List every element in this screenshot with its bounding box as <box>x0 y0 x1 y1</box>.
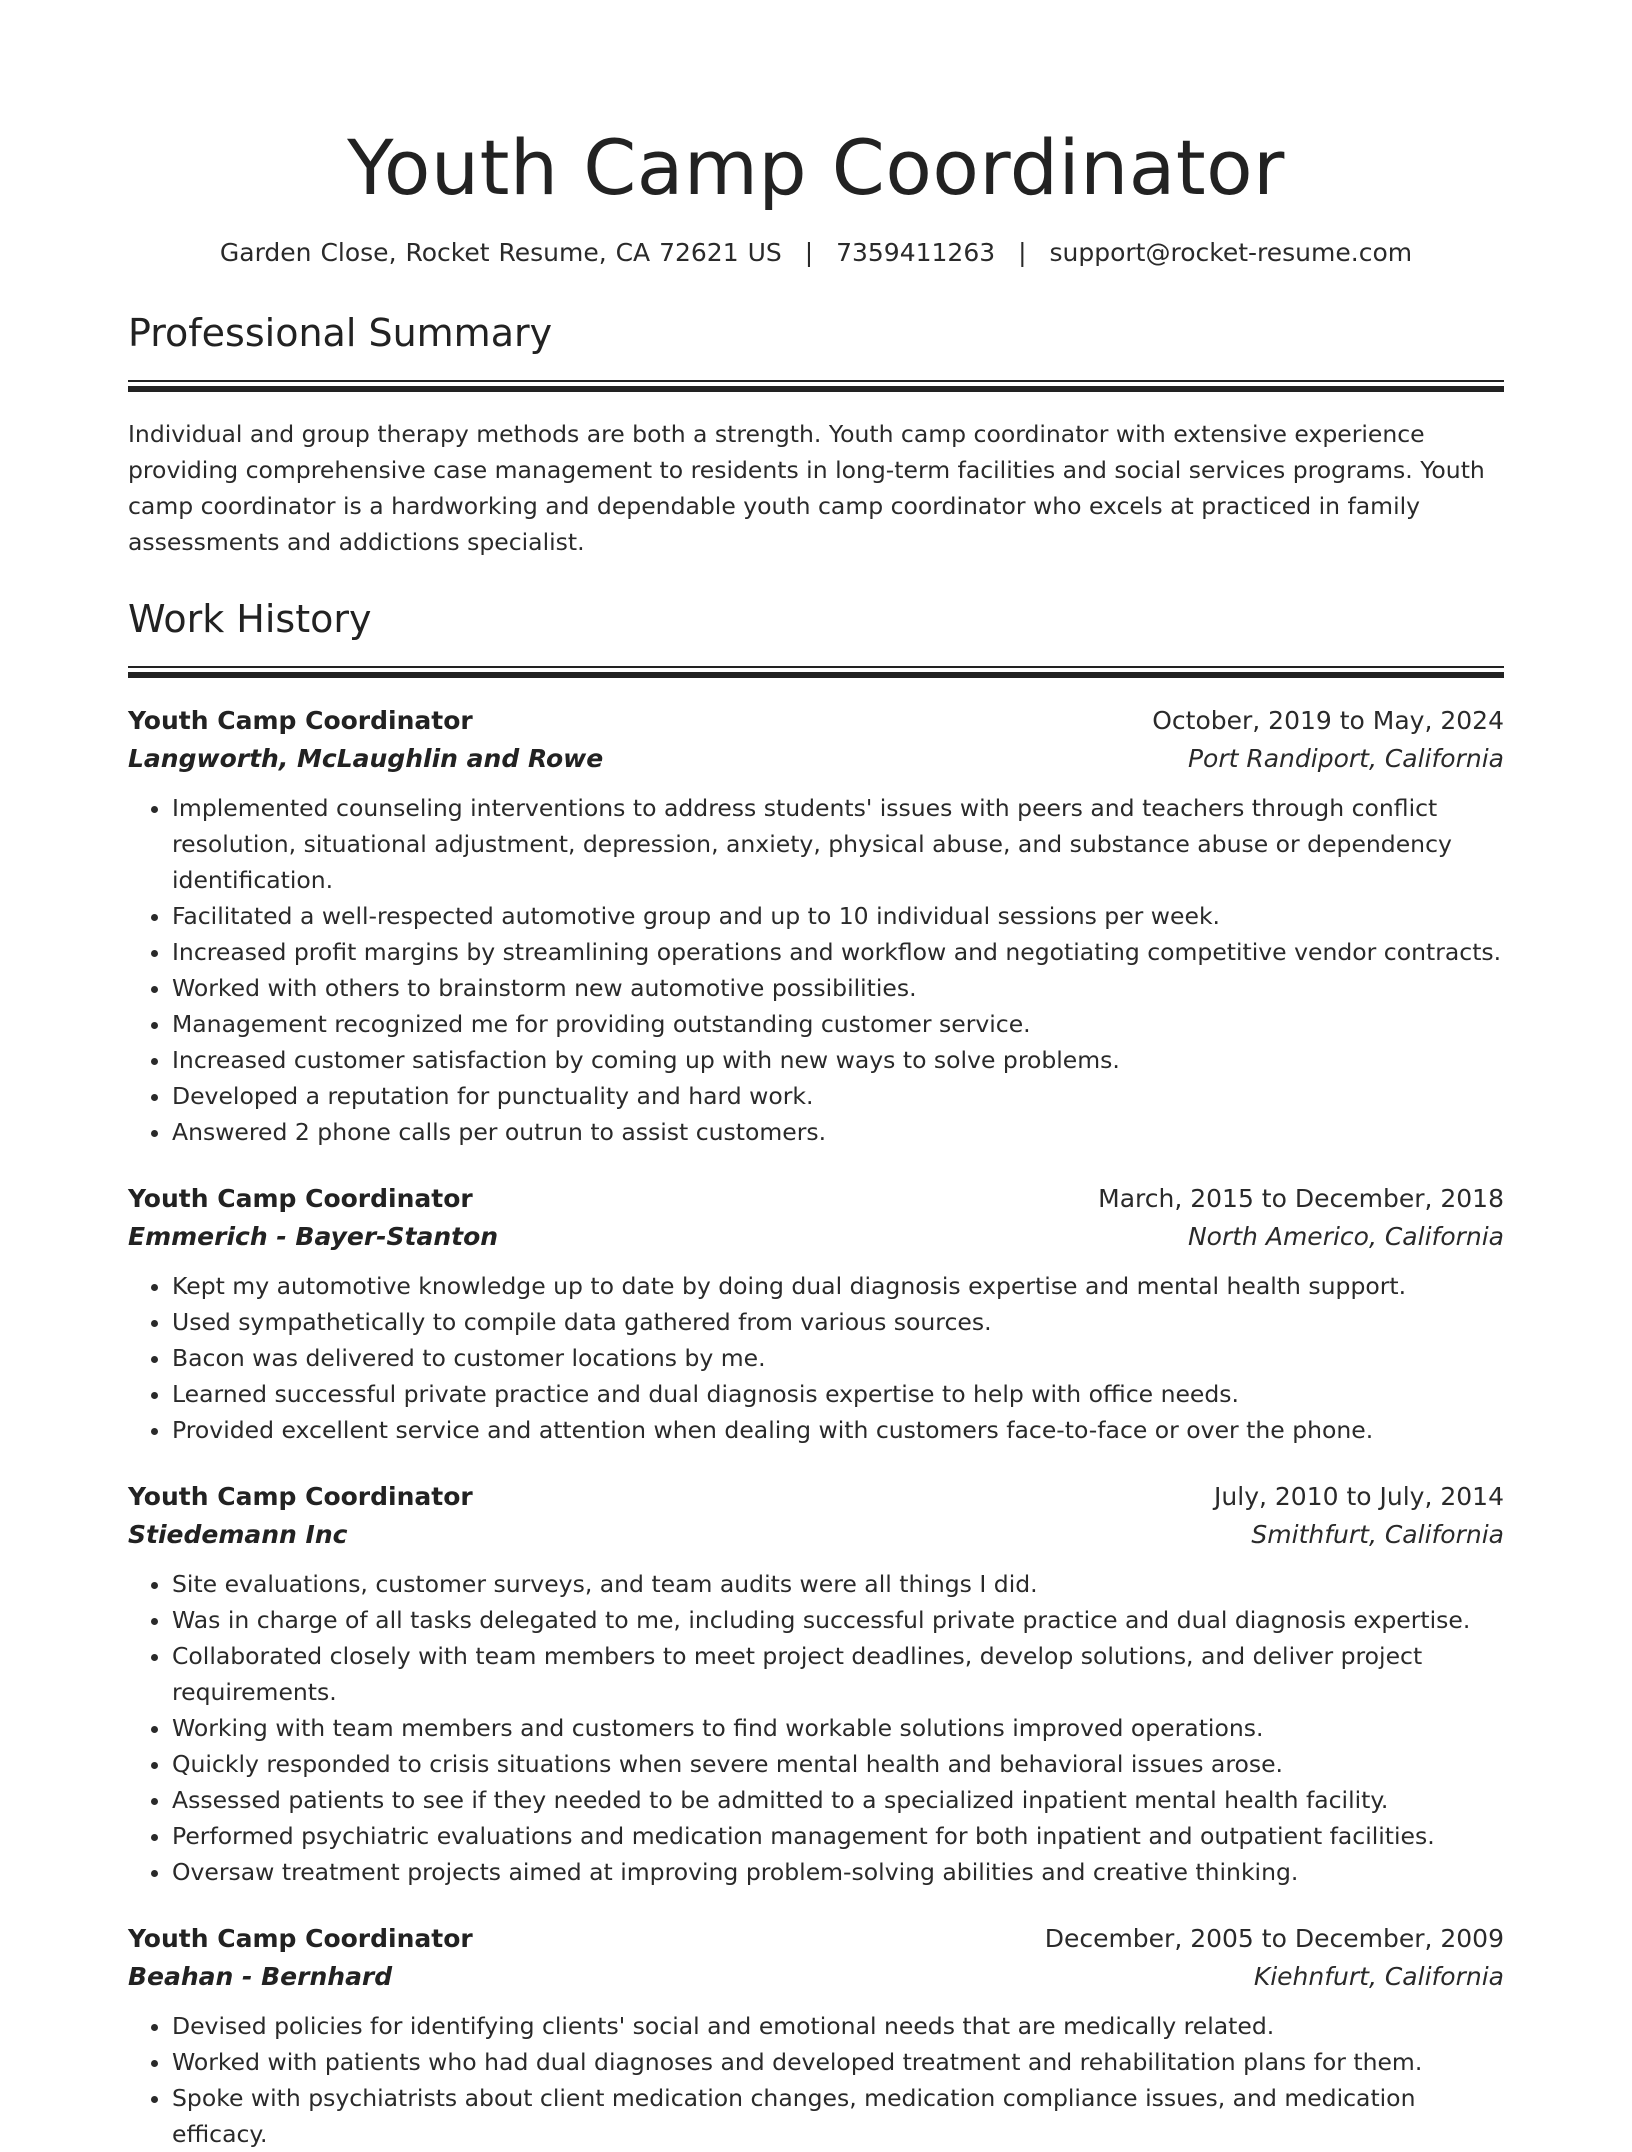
job-bullet: • Performed psychiatric evaluations and medication management for both inpatient and outpatient facilities. <box>172 1818 1504 1854</box>
job-header-row <box>128 1180 1504 1218</box>
job-header-row <box>128 702 1504 740</box>
job-location: Port Randiport, California <box>1187 744 1504 773</box>
job-dates: December, 2005 to December, 2009 <box>1044 1924 1504 1953</box>
job-location: Smithfurt, California <box>1251 1520 1504 1549</box>
job-bullet: • Assessed patients to see if they needed to be admitted to a specialized inpatient mental health facility. <box>172 1782 1504 1818</box>
contact-address: Garden Close, Rocket Resume, CA 72621 US <box>219 238 782 267</box>
job-company: Emmerich - Bayer-Stanton <box>128 1222 499 1251</box>
job-company: Langworth, McLaughlin and Rowe <box>128 744 604 773</box>
job-company-row <box>128 1958 1504 1996</box>
summary-text: Individual and group therapy methods are both a strength. Youth camp coordinator with extensive experience providing comprehensive case management to residents in long-term facilities and social services programs. Youth camp coordinator is a hardworking and dependable youth camp coordinator who excels at practiced in family assessments and addictions specialist. <box>128 420 1485 556</box>
job-entry <box>128 1920 1504 2152</box>
job-entry <box>128 1180 1504 1448</box>
job-bullet: • Management recognized me for providing outstanding customer service. <box>172 1006 1504 1042</box>
job-title: Youth Camp Coordinator <box>128 706 473 735</box>
job-company: Beahan - Bernhard <box>128 1962 393 1991</box>
job-bullet: • Devised policies for identifying clients' social and emotional needs that are medically related. <box>172 2008 1504 2044</box>
contact-phone: 7359411263 <box>836 238 996 267</box>
job-bullet: • Site evaluations, customer surveys, and team audits were all things I did. <box>172 1566 1504 1602</box>
job-bullet: • Worked with others to brainstorm new automotive possibilities. <box>172 970 1504 1006</box>
work-history-heading: Work History <box>128 597 372 641</box>
job-company: Stiedemann Inc <box>128 1520 348 1549</box>
contact-line <box>128 236 1504 270</box>
job-location: North Americo, California <box>1187 1222 1504 1251</box>
contact-separator: | <box>1018 238 1027 267</box>
job-bullet: • Answered 2 phone calls per outrun to assist customers. <box>172 1114 1504 1150</box>
job-bullets <box>128 1268 1504 1448</box>
job-bullet: • Used sympathetically to compile data gathered from various sources. <box>172 1304 1504 1340</box>
work-history-section <box>128 594 1504 2152</box>
contact-separator: | <box>804 238 814 267</box>
job-bullet: • Was in charge of all tasks delegated to me, including successful private practice and dual diagnosis expertise. <box>172 1602 1504 1638</box>
job-title: Youth Camp Coordinator <box>128 1924 473 1953</box>
job-company-row <box>128 1516 1504 1554</box>
job-bullet: • Bacon was delivered to customer locations by me. <box>172 1340 1504 1376</box>
job-bullet: • Worked with patients who had dual diagnoses and developed treatment and rehabilitation plans for them. <box>172 2044 1504 2080</box>
job-bullet: • Quickly responded to crisis situations when severe mental health and behavioral issues arose. <box>172 1746 1504 1782</box>
job-title: Youth Camp Coordinator <box>128 1184 473 1213</box>
job-bullet: • Implemented counseling interventions to address students' issues with peers and teachers through conflict resolution, situational adjustment, depression, anxiety, physical abuse, and substance abuse or dependency identification. <box>172 790 1504 898</box>
job-header-row <box>128 1478 1504 1516</box>
job-company-row <box>128 740 1504 778</box>
job-bullet: • Increased profit margins by streamlining operations and workflow and negotiating competitive vendor contracts. <box>172 934 1504 970</box>
job-entry <box>128 1478 1504 1890</box>
resume-page <box>128 0 1504 2152</box>
summary-heading: Professional Summary <box>128 311 553 355</box>
job-bullet: • Working with team members and customers to find workable solutions improved operations. <box>172 1710 1504 1746</box>
job-dates: March, 2015 to December, 2018 <box>1098 1184 1504 1213</box>
job-bullets <box>128 790 1504 1150</box>
job-bullet: • Developed a reputation for punctuality and hard work. <box>172 1078 1504 1114</box>
section-divider <box>128 666 1504 678</box>
job-entry <box>128 702 1504 1150</box>
job-bullets <box>128 1566 1504 1890</box>
contact-email: support@rocket-resume.com <box>1049 238 1413 267</box>
job-location: Kiehnfurt, California <box>1253 1962 1504 1991</box>
job-bullet: • Kept my automotive knowledge up to date by doing dual diagnosis expertise and mental health support. <box>172 1268 1504 1304</box>
job-bullet: • Provided excellent service and attention when dealing with customers face-to-face or over the phone. <box>172 1412 1504 1448</box>
job-bullet: • Spoke with psychiatrists about client medication changes, medication compliance issues, and medication efficacy. <box>172 2080 1504 2152</box>
section-divider <box>128 380 1504 392</box>
job-title: Youth Camp Coordinator <box>128 1482 473 1511</box>
job-dates: July, 2010 to July, 2014 <box>1214 1482 1504 1511</box>
resume-name: Youth Camp Coordinator <box>347 123 1285 212</box>
summary-section <box>128 308 1504 560</box>
job-bullet: • Increased customer satisfaction by coming up with new ways to solve problems. <box>172 1042 1504 1078</box>
job-company-row <box>128 1218 1504 1256</box>
job-bullet: • Learned successful private practice and dual diagnosis expertise to help with office needs. <box>172 1376 1504 1412</box>
job-bullet: • Facilitated a well-respected automotive group and up to 10 individual sessions per week. <box>172 898 1504 934</box>
job-bullet: • Collaborated closely with team members to meet project deadlines, develop solutions, and deliver project requirements. <box>172 1638 1504 1710</box>
job-dates: October, 2019 to May, 2024 <box>1152 706 1504 735</box>
job-bullet: • Oversaw treatment projects aimed at improving problem-solving abilities and creative thinking. <box>172 1854 1504 1890</box>
job-bullets <box>128 2008 1504 2152</box>
job-header-row <box>128 1920 1504 1958</box>
